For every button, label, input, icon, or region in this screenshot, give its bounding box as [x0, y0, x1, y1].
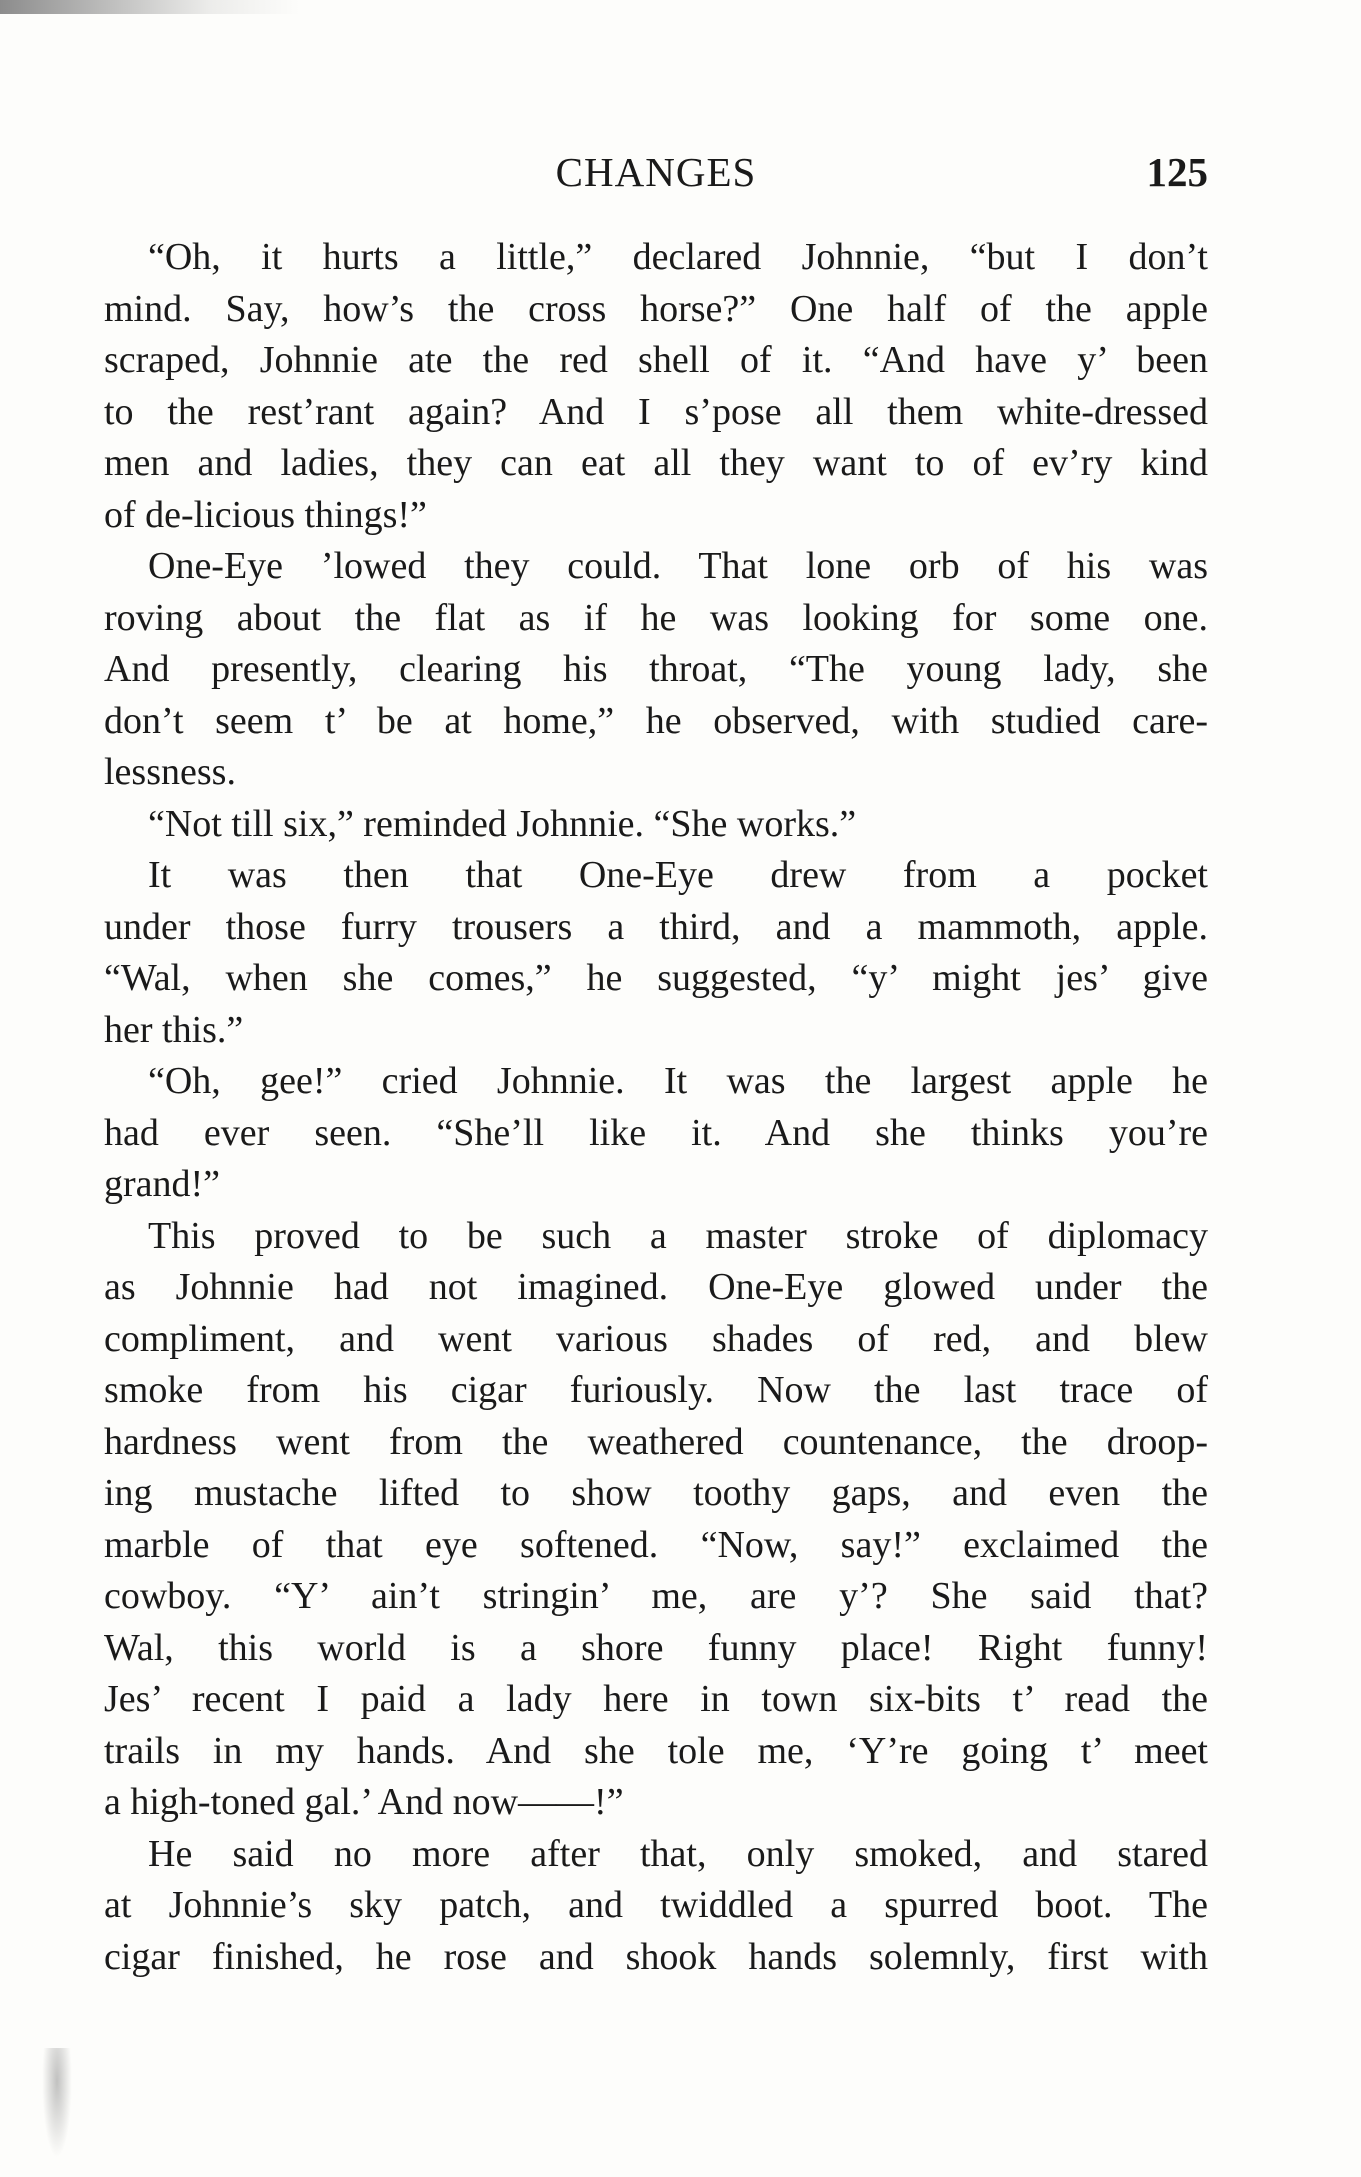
page-header [104, 148, 1208, 204]
text-line: This proved to be such a master stroke of diplomacy [148, 1214, 1208, 1257]
text-line: “Oh, gee!” cried Johnnie. It was the largest apple he [148, 1060, 1208, 1102]
text-line: under those furry trousers a third, and a mammoth, apple. [104, 905, 1208, 948]
text-line: He said no more after that, only smoked, and stared [148, 1832, 1208, 1875]
text-line: mind. Say, how’s the cross horse?” One half of the apple [104, 287, 1208, 330]
text-line: One-Eye ’lowed they could. That lone orb of his was [148, 545, 1208, 587]
text-line: cowboy. “Y’ ain’t stringin’ me, are y’? She said that? [104, 1575, 1208, 1617]
text-line: “Wal, when she comes,” he suggested, “y’ might jes’ give [104, 957, 1208, 999]
text-line: men and ladies, they can eat all they want to of ev’ry kind [104, 442, 1208, 484]
text-line: Wal, this world is a shore funny place! Right funny! [104, 1626, 1208, 1669]
text-line: trails in my hands. And she tole me, ‘Y’re going t’ meet [104, 1729, 1208, 1772]
text-line: lessness. [104, 751, 236, 793]
text-line: cigar finished, he rose and shook hands solemnly, first with [104, 1935, 1208, 1978]
text-line: “Oh, it hurts a little,” declared Johnnie, “but I don’t [148, 236, 1208, 278]
scan-smudge [0, 0, 300, 14]
running-title: CHANGES [555, 149, 757, 195]
text-line: a high-toned gal.’ And now——!” [104, 1781, 624, 1823]
text-line: marble of that eye softened. “Now, say!” exclaimed the [104, 1523, 1208, 1566]
text-line: don’t seem t’ be at home,” he observed, with studied care- [104, 699, 1208, 742]
text-line: of de-licious things!” [104, 493, 427, 536]
text-line: had ever seen. “She’ll like it. And she thinks you’re [104, 1111, 1208, 1154]
text-line: “Not till six,” reminded Johnnie. “She works.” [148, 802, 857, 845]
text-line: grand!” [104, 1163, 221, 1205]
text-line: And presently, clearing his throat, “The young lady, she [104, 648, 1208, 690]
text-line: hardness went from the weathered countenance, the droop- [104, 1420, 1208, 1463]
text-line: ing mustache lifted to show toothy gaps, and even the [104, 1472, 1208, 1514]
text-line: Jes’ recent I paid a lady here in town six-bits t’ read the [104, 1678, 1208, 1720]
text-line: as Johnnie had not imagined. One-Eye glowed under the [104, 1266, 1208, 1308]
scan-speckle [42, 2048, 72, 2158]
body-text [104, 232, 1208, 1983]
text-line: her this.” [104, 1008, 244, 1051]
text-line: roving about the flat as if he was looking for some one. [104, 596, 1208, 639]
page-number: 125 [1146, 149, 1208, 195]
text-line: It was then that One-Eye drew from a pocket [148, 854, 1208, 896]
text-line: smoke from his cigar furiously. Now the last trace of [104, 1369, 1208, 1411]
text-line: scraped, Johnnie ate the red shell of it. “And have y’ been [104, 339, 1208, 381]
text-line: to the rest’rant again? And I s’pose all them white-dressed [104, 390, 1208, 433]
text-line: compliment, and went various shades of red, and blew [104, 1317, 1208, 1360]
text-line: at Johnnie’s sky patch, and twiddled a spurred boot. The [104, 1884, 1208, 1926]
